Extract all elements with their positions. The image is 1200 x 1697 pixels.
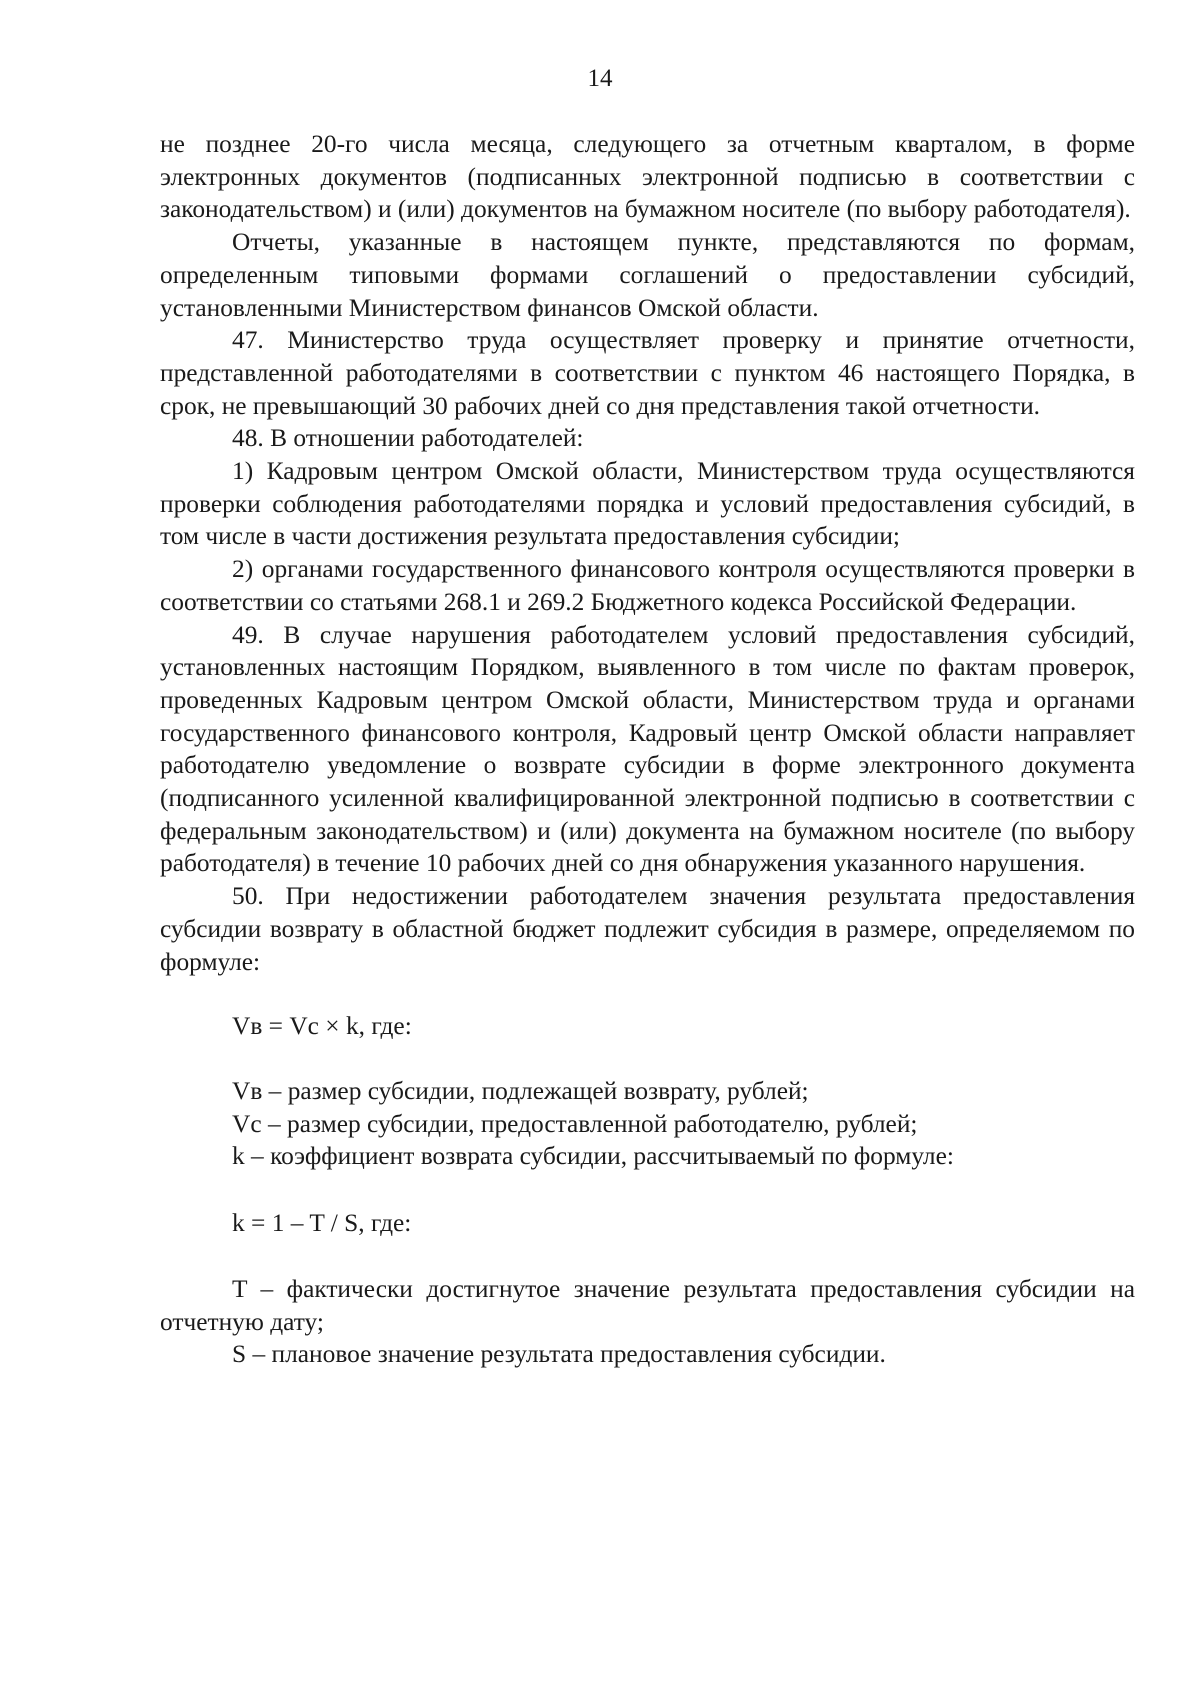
- paragraph-reports: Отчеты, указанные в настоящем пункте, представляются по формам, определенным типовыми формами соглашений о предоставлении субсидий, установленными Министерством финансов Омской области.: [160, 228, 1135, 322]
- formula-refund-amount: Vв = Vс × k, где:: [232, 1012, 412, 1041]
- spacer: [160, 1173, 1135, 1207]
- document-body: [160, 128, 1135, 1371]
- definition-s: S – плановое значение результата предоставления субсидии.: [232, 1340, 886, 1369]
- definition-vv: Vв – размер субсидии, подлежащей возврату, рублей;: [232, 1076, 809, 1105]
- formula-coefficient: k = 1 – T / S, где:: [232, 1209, 412, 1238]
- spacer: [160, 1043, 1135, 1075]
- paragraph-47: 47. Министерство труда осуществляет проверку и принятие отчетности, представленной работодателями в соответствии с пунктом 46 настоящего Порядка, в срок, не превышающий 30 рабочих дней со дня представления такой отчетности.: [160, 326, 1135, 420]
- paragraph-48-item-1: 1) Кадровым центром Омской области, Министерством труда осуществляются проверки соблюдения работодателями порядка и условий предоставления субсидий, в том числе в части достижения результата предоставления субсидии;: [160, 457, 1135, 551]
- paragraph-48-item-2: 2) органами государственного финансового контроля осуществляются проверки в соответствии со статьями 268.1 и 269.2 Бюджетного кодекса Российской Федерации.: [160, 555, 1135, 616]
- paragraph-continuation: не позднее 20-го числа месяца, следующего за отчетным кварталом, в форме электронных документов (подписанных электронной подписью в соответствии с законодательством) и (или) документов на бумажном носителе (по выбору работодателя).: [160, 130, 1135, 224]
- definition-vc: Vс – размер субсидии, предоставленной работодателю, рублей;: [232, 1109, 918, 1138]
- paragraph-49: 49. В случае нарушения работодателем условий предоставления субсидий, установленных настоящим Порядком, выявленного в том числе по фактам проверок, проведенных Кадровым центром Омской области, Министерством труда и органами государственного финансового контроля, Кадровый центр Омской области направляет работодателю уведомление о возврате субсидии в форме электронного документа (подписанного усиленной квалифицированной электронной подписью в соответствии с федеральным законодательством) и (или) документа на бумажном носителе (по выбору работодателя) в течение 10 рабочих дней со дня обнаружения указанного нарушения.: [160, 620, 1135, 878]
- paragraph-48: 48. В отношении работодателей:: [232, 424, 584, 453]
- page-number: 14: [587, 65, 613, 92]
- spacer: [160, 978, 1135, 1010]
- spacer: [160, 1240, 1135, 1273]
- paragraph-50: 50. При недостижении работодателем значения результата предоставления субсидии возврату в областной бюджет подлежит субсидия в размере, определяемом по формуле:: [160, 882, 1135, 976]
- definition-t: T – фактически достигнутое значение результата предоставления субсидии на отчетную дату;: [160, 1274, 1135, 1336]
- definition-k: k – коэффициент возврата субсидии, рассчитываемый по формуле:: [232, 1142, 954, 1171]
